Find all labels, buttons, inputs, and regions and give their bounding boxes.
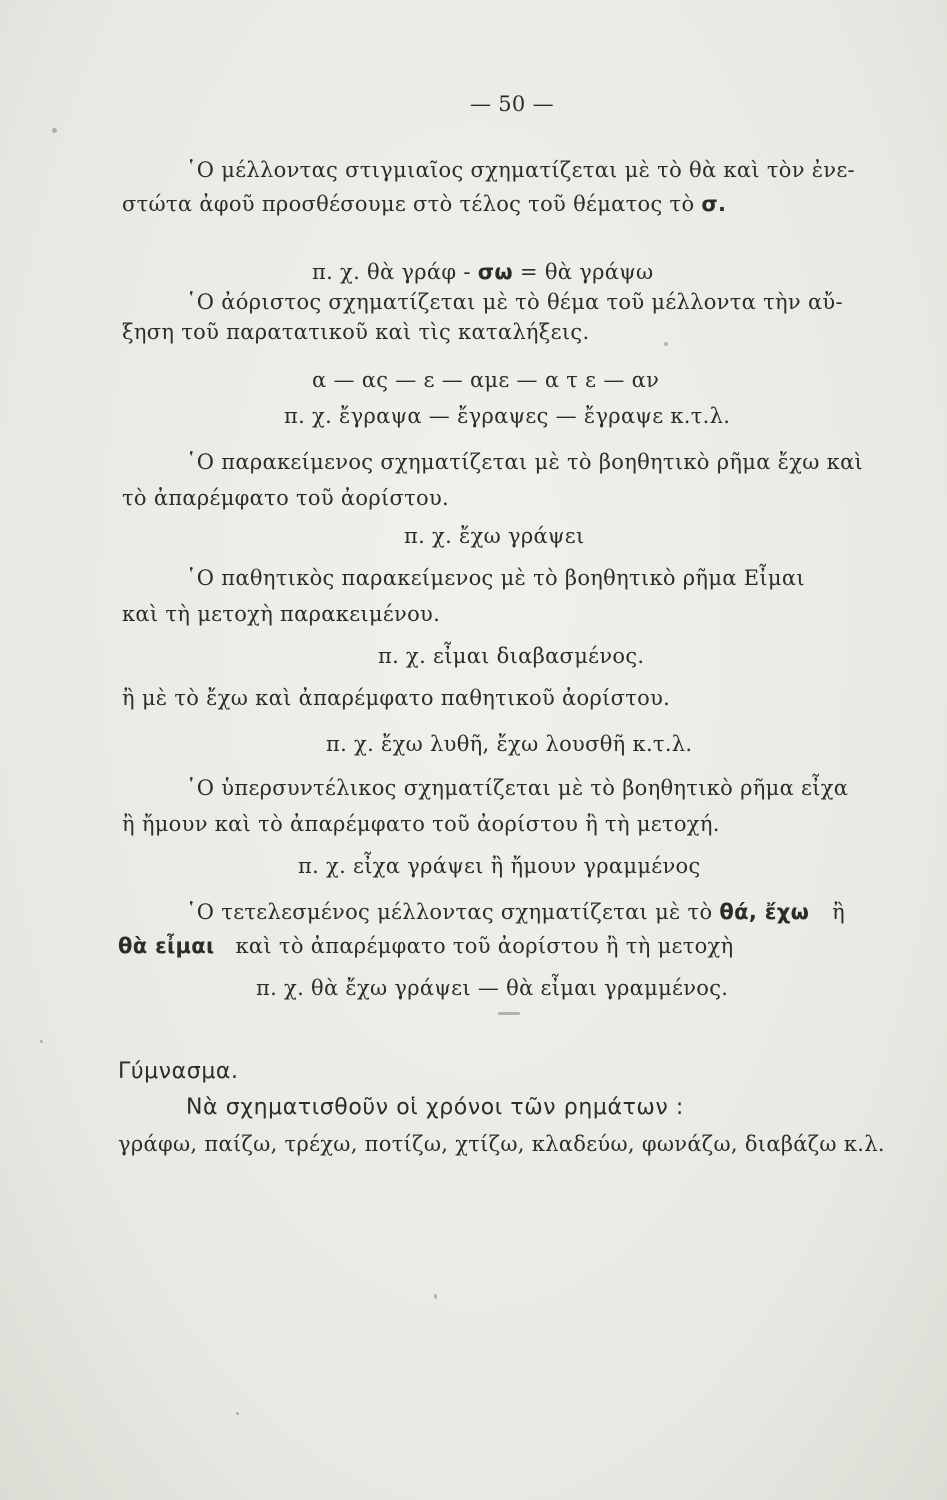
text-line-content: π. χ. θὰ γράφ -	[312, 260, 471, 284]
verb-list: γράφω, παίζω, τρέχω, ποτίζω, χτίζω, κλαδεύω, φωνάζω, διαβάζω κ.λ.	[118, 1132, 885, 1156]
emphasis: σ.	[701, 192, 727, 216]
text-line-content: = θὰ γράψω	[519, 260, 654, 284]
example-line: π. χ. ἔχω γράψει	[404, 524, 585, 548]
text-line: ἢ μὲ τὸ ἔχω καὶ ἀπαρέμφατο παθητικοῦ ἀορίστου.	[122, 686, 671, 710]
text-line	[186, 156, 926, 184]
text-line: ξηση τοῦ παρατατικοῦ καὶ τὶς καταλήξεις.	[122, 320, 590, 344]
exercise-heading: Γύμνασμα.	[118, 1059, 239, 1084]
text-line	[122, 190, 726, 218]
scan-speck	[40, 1040, 43, 1043]
text-line: τὸ ἀπαρέμφατο τοῦ ἀορίστου.	[122, 486, 450, 510]
endings-line: α — ας — ε — αμε — α τ ε — αν	[312, 368, 660, 392]
scan-speck	[664, 342, 668, 346]
exercise-instruction: Νὰ σχηματισθοῦν οἱ χρόνοι τῶν ρημάτων :	[186, 1095, 684, 1120]
scan-speck	[498, 1012, 520, 1015]
example-line: π. χ. εἶχα γράψει ἢ ἤμουν γραμμένος	[298, 854, 701, 878]
example-line: π. χ. εἶμαι διαβασμένος.	[378, 644, 645, 668]
scan-speck	[52, 128, 57, 133]
text-line	[118, 932, 733, 960]
emphasis: σω	[477, 260, 513, 284]
text-line-content: ῾Ο τετελεσμένος μέλλοντας σχηματίζεται μὲ τὸ	[186, 900, 713, 924]
example-line: π. χ. ἔχω λυθῆ, ἔχω λουσθῆ κ.τ.λ.	[326, 732, 693, 756]
text-line: ἢ ἤμουν καὶ τὸ ἀπαρέμφατο τοῦ ἀορίστου ἢ τὴ μετοχή.	[122, 812, 720, 836]
text-line: ῾Ο παρακείμενος σχηματίζεται μὲ τὸ βοηθητικὸ ρῆμα ἔχω καὶ	[186, 450, 864, 474]
text-line: ῾Ο ὑπερσυντέλικος σχηματίζεται μὲ τὸ βοηθητικὸ ρῆμα εἶχα	[186, 776, 849, 800]
text-line-content: καὶ τὸ ἀπαρέμφατο τοῦ ἀορίστου ἢ τὴ μετοχὴ	[235, 934, 734, 958]
example-line	[312, 258, 653, 286]
text-line-content: ἢ	[832, 900, 846, 924]
emphasis: θὰ εἶμαι	[118, 934, 215, 958]
text-line: ῾Ο παθητικὸς παρακείμενος μὲ τὸ βοηθητικὸ ρῆμα Εἶμαι	[186, 566, 805, 590]
text-line-content: στώτα ἀφοῦ προσθέσουμε στὸ τέλος τοῦ θέματος τὸ	[122, 192, 695, 216]
text-line: καὶ τὴ μετοχὴ παρακειμένου.	[122, 602, 441, 626]
text-line: ῾Ο ἀόριστος σχηματίζεται μὲ τὸ θέμα τοῦ μέλλοντα τὴν αὔ-	[186, 290, 843, 314]
example-line: π. χ. ἔγραψα — ἔγραψες — ἔγραψε κ.τ.λ.	[284, 404, 731, 428]
text-line-content: ῾Ο μέλλοντας στιγμιαῖος σχηματίζεται μὲ τὸ θὰ καὶ τὸν ἐνε-	[186, 158, 855, 182]
scan-speck	[236, 1412, 239, 1415]
scan-speck	[434, 1294, 437, 1299]
emphasis: θά, ἔχω	[719, 900, 810, 924]
page-number: — 50 —	[470, 92, 554, 116]
example-line: π. χ. θὰ ἔχω γράψει — θὰ εἶμαι γραμμένος.	[256, 976, 729, 1000]
text-line	[186, 898, 845, 926]
